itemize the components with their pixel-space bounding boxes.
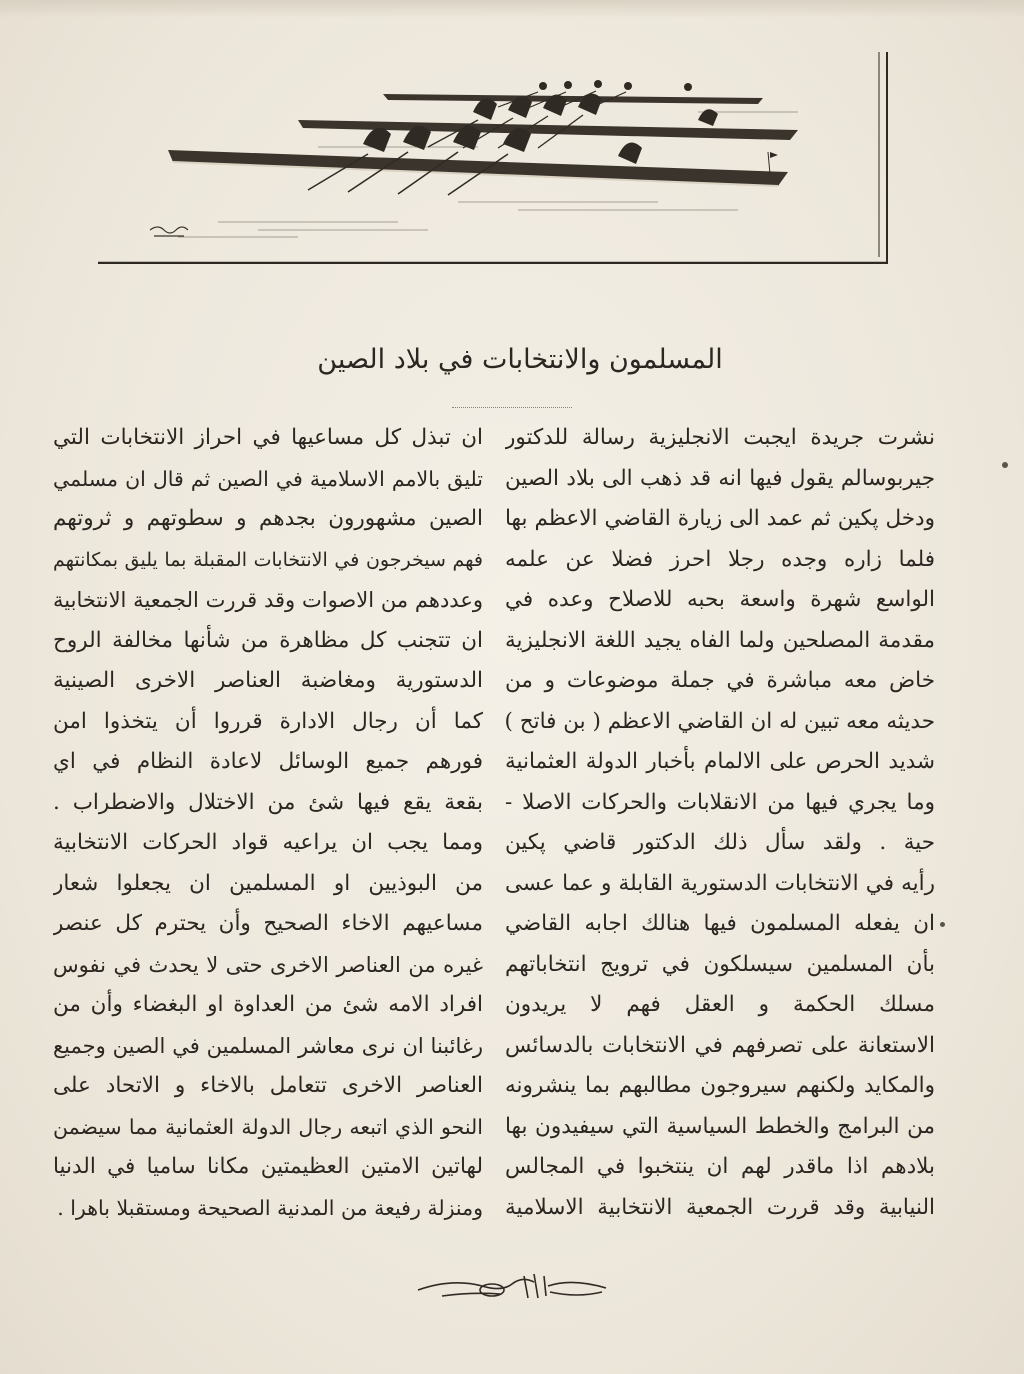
text-line: فهم سيخرجون في الانتخابات المقبلة بما يليق بمكانتهم xyxy=(53,548,483,571)
text-line: مساعيهم الاخاء الصحيح وأن يحترم كل عنصر xyxy=(53,911,483,936)
text-line: الواسع شهرة واسعة بحبه للاصلاح وعده في xyxy=(505,587,935,612)
text-line: الدستورية ومغاضبة العناصر الاخرى الصينية xyxy=(53,668,483,693)
text-line: كما أن رجال الادارة قرروا أن يتخذوا امن xyxy=(53,708,483,734)
text-line: ومما يجب ان يراعيه قواد الحركات الانتخابية xyxy=(53,830,483,855)
article-column-right xyxy=(505,418,935,1253)
text-line: وعددهم من الاصوات وقد قررت الجمعية الانتخابية xyxy=(53,588,483,612)
text-line: النحو الذي اتبعه رجال الدولة العثمانية مما سيضمن xyxy=(53,1114,483,1139)
text-line: مقدمة المصلحين ولما الفاه يجيد اللغة الانجليزية xyxy=(505,627,935,653)
text-line: النيابية وقد قررت الجمعية الانتخابية الاسلامية xyxy=(505,1194,935,1220)
text-line: نشرت جريدة ايجبت الانجليزية رسالة للدكتور xyxy=(505,425,935,450)
text-line: بلادهم اذا ماقدر لهم ان ينتخبوا في المجالس xyxy=(505,1154,935,1179)
text-line: رغائبنا ان نرى معاشر المسلمين في الصين وجميع xyxy=(53,1033,483,1058)
page-edge-shadow xyxy=(0,0,1024,18)
text-line: رأيه في الانتخابات الدستورية القابلة و عما عسى xyxy=(505,870,935,896)
text-line: افراد الامه شئ من العداوة او البغضاء وأن من xyxy=(53,992,483,1017)
text-line: وما يجري فيها من الانقلابات والحركات الاصلا - xyxy=(505,789,935,815)
text-line: العناصر الاخرى تتعامل بالاخاء و الاتحاد على xyxy=(53,1073,483,1098)
text-line: فلما زاره وجده رجلا احرز فضلا عن علمه xyxy=(505,546,935,572)
text-line: ان تتجنب كل مظاهرة من شأنها مخالفة الروح xyxy=(53,627,483,653)
page-title: المسلمون والانتخابات في بلاد الصين xyxy=(317,344,723,375)
text-line: جيربوسالم يقول فيها انه قد ذهب الى بلاد الصين xyxy=(505,465,935,491)
text-line: من البرامج والخطط السياسية التي سيفيدون بها xyxy=(505,1113,935,1139)
text-line: خاض معه مباشرة في جملة موضوعات و من xyxy=(505,668,935,693)
text-line: الاستعانة على تصرفهم في الانتخابات بالدسائس xyxy=(505,1032,935,1058)
ink-speck xyxy=(1002,462,1008,468)
artist-signature xyxy=(150,227,188,236)
title-divider xyxy=(452,407,572,408)
text-line: بقعة يقع فيها شئ من الاختلال والاضطراب . xyxy=(53,789,483,815)
text-line: مسلك الحكمة و العقل فهم لا يريدون xyxy=(505,992,935,1017)
text-line: حية . ولقد سأل ذلك الدكتور قاضي پكين xyxy=(505,830,935,855)
text-line: حديثه معه تبين له ان القاضي الاعظم ( بن فاتح ) xyxy=(505,708,935,734)
article-column-left xyxy=(53,418,483,1253)
ink-speck xyxy=(940,922,945,927)
text-line: الصين مشهورون بجدهم و سطوتهم و ثروتهم xyxy=(53,506,483,531)
text-line: ودخل پكين ثم عمد الى زيارة القاضي الاعظم بها xyxy=(505,506,935,531)
text-line: ان يفعله المسلمون فيها هنالك اجابه القاضي xyxy=(505,911,935,936)
text-line: من البوذيين او المسلمين ان يجعلوا شعار xyxy=(53,870,483,896)
text-line: لهاتين الامتين العظيمتين مكانا ساميا في الدنيا xyxy=(53,1154,483,1179)
rowing-illustration xyxy=(98,52,888,264)
text-line: فورهم جميع الوسائل لاعادة النظام في اي xyxy=(53,749,483,774)
text-line: شديد الحرص على الالمام بأخبار الدولة العثمانية xyxy=(505,749,935,774)
text-line: غيره من العناصر الاخرى حتى لا يحدث في نفوس xyxy=(53,952,483,977)
boat-far xyxy=(383,80,763,109)
text-line: والمكايد ولكنهم سيروجون مطالبهم بما ينشرونه xyxy=(505,1073,935,1098)
text-line: تليق بالامم الاسلامية في الصين ثم قال ان مسلمي xyxy=(53,466,483,491)
text-line: ومنزلة رفيعة من المدنية الصحيحة ومستقبلا باهرا . xyxy=(57,1195,483,1220)
text-line: بأن المسلمين سيسلكون في ترويج انتخاباتهم xyxy=(505,951,935,977)
text-line: ان تبذل كل مساعيها في احراز الانتخابات التي xyxy=(53,425,483,450)
closing-ornament xyxy=(412,1268,612,1308)
